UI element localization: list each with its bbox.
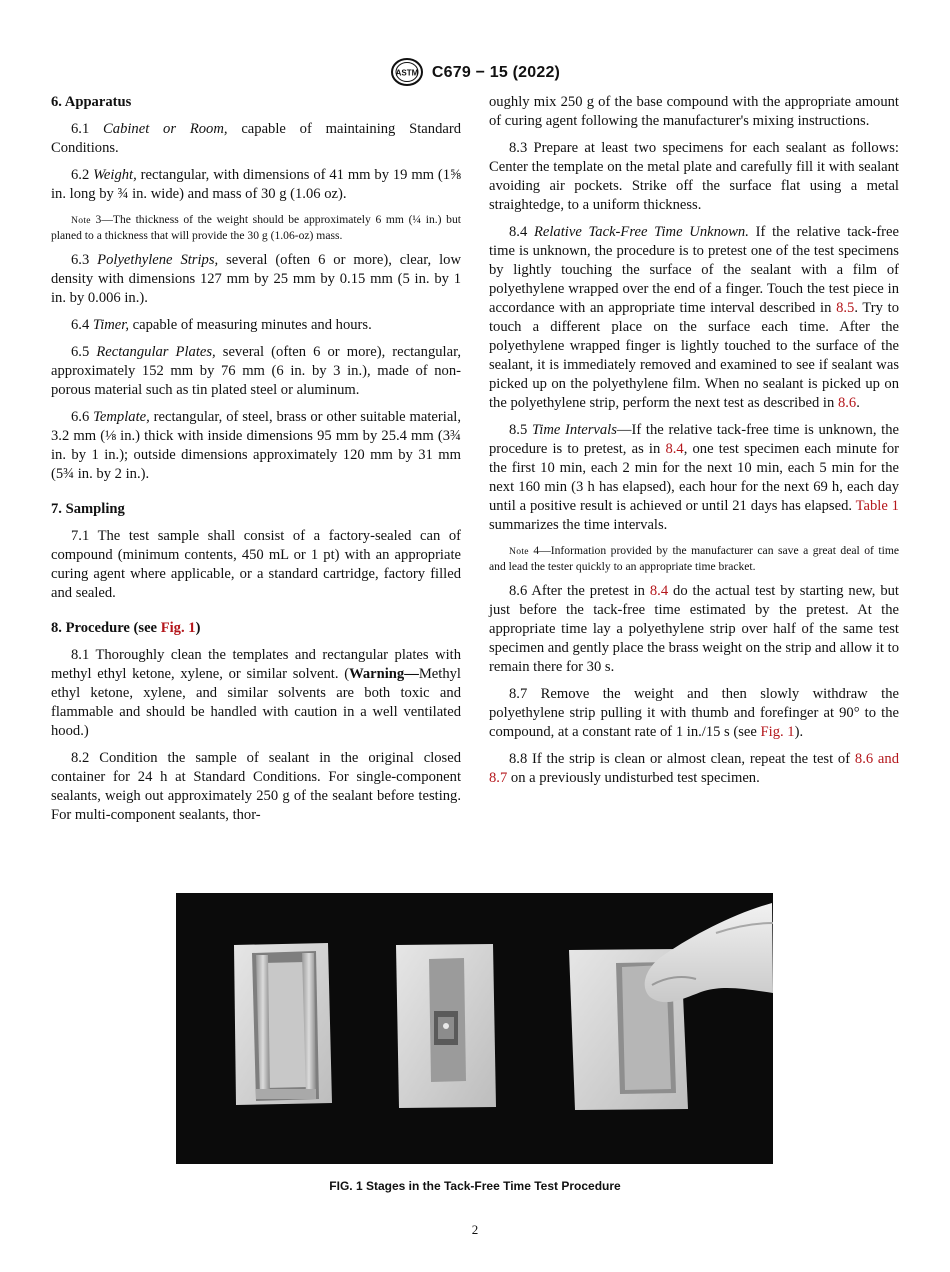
ref-8-4-link[interactable]: 8.4 bbox=[665, 441, 684, 457]
ref-8-4-link[interactable]: 8.4 bbox=[649, 583, 669, 599]
ref-8-5-link[interactable]: 8.5 bbox=[836, 300, 855, 316]
paragraph-8-1: 8.1 Thoroughly clean the templates and rectangular plates with methyl ethyl ketone, xylene, or similar solvent. (Warning—Methyl ethyl ketone, xylene, and similar solvents are both toxic and flammable and should be handled with caution in a well ventilated hood.) bbox=[51, 647, 461, 739]
figure-1-photo bbox=[176, 893, 773, 1164]
note-3: Note 3—The thickness of the weight should be approximately 6 mm (¼ in.) but planed to a thickness that will provide the 30 g (1.06-oz) mass. bbox=[51, 213, 462, 242]
figure-1-illustration bbox=[176, 893, 773, 1164]
section-heading-procedure: 8. Procedure (see Fig. 1) bbox=[51, 620, 201, 636]
plate-1-template bbox=[234, 943, 332, 1105]
paragraph-7-1: 7.1 The test sample shall consist of a factory-sealed can of compound (minimum contents, 450 mL or 1 pt) with an appropriate curing agent where applicable, or a standard cartridge, factory filled and sealed. bbox=[51, 528, 461, 601]
fig-1-link[interactable]: Fig. 1 bbox=[760, 724, 795, 740]
paragraph-6-5: 6.5 Rectangular Plates, several (often 6 or more), rectangular, approximately 152 mm by 76 mm (6 in. by 3 in.), made of non-porous material such as tin plated steel or aluminum. bbox=[51, 344, 462, 398]
standard-designation: C679 − 15 (2022) bbox=[431, 63, 561, 81]
paragraph-8-2-continued: oughly mix 250 g of the base compound with the appropriate amount of curing agent following the manufacturer's mixing instructions. bbox=[489, 94, 899, 129]
table-1-link[interactable]: Table 1 bbox=[855, 498, 899, 514]
paragraph-8-8: 8.8 If the strip is clean or almost clean, repeat the test of 8.6 and 8.7 on a previously undisturbed test specimen. bbox=[489, 751, 899, 786]
figure-caption: FIG. 1 Stages in the Tack-Free Time Test Procedure bbox=[329, 1179, 621, 1193]
paragraph-8-7: 8.7 Remove the weight and then slowly withdraw the polyethylene strip pulling it with thumb and forefinger at 90° to the compound, at a constant rate of 1 in./15 s (see Fig. 1). bbox=[489, 686, 899, 740]
plate-2-specimen bbox=[396, 944, 496, 1108]
section-heading-sampling: 7. Sampling bbox=[51, 501, 125, 517]
paragraph-6-3: 6.3 Polyethylene Strips, several (often 6 or more), clear, low density with dimensions 127 mm by 25 mm by 0.15 mm (5 in. by 1 in. by 0.006 in.). bbox=[51, 252, 461, 306]
paragraph-6-2: 6.2 Weight, rectangular, with dimensions of 41 mm by 19 mm (1⅝ in. long by ¾ in. wide) and mass of 30 g (1.06 oz). bbox=[51, 167, 461, 202]
paragraph-8-2: 8.2 Condition the sample of sealant in the original closed container for 24 h at Standard Conditions. For single-component sealants, weigh out approximately 250 g of the sealant before testing. For multi-component sealants, thor- bbox=[51, 750, 461, 823]
paragraph-8-5: 8.5 Time Intervals—If the relative tack-free time is unknown, the procedure is to pretest, as in 8.4, one test specimen each minute for the first 10 min, each 2 min for the next 10 min, each 5 min for the next 160 min (3 h has elapsed), each hour for the next 69 h, each day until a positive result is achieved or until 21 days has elapsed. Table 1 summarizes the time intervals. bbox=[489, 422, 900, 533]
paragraph-8-3: 8.3 Prepare at least two specimens for each sealant as follows: Center the template on the metal plate and carefully fill it with sealant avoiding air pockets. Strike off the surface flat using a metal straightedge, to a uniform thickness. bbox=[489, 140, 899, 213]
paragraph-8-4: 8.4 Relative Tack-Free Time Unknown. If the relative tack-free time is unknown, the procedure is to pretest one of the test specimens by lightly touching the surface of the sealant with a film of polyethylene wrapped over the end of a finger. Touch the test piece in accordance with an appropriate time interval described in 8.5. Try to touch a different place on the surface each time. After the polyethylene wrapped finger is lightly touched to the surface of the sealant, it is immediately removed and examined to see if sealant was picked up on the polyethylene film. When no sealant is picked up on the polyethylene strip, perform the next test as described in 8.6. bbox=[489, 224, 900, 411]
page-header bbox=[0, 57, 950, 87]
page-number: 2 bbox=[471, 1222, 479, 1237]
astm-logo-icon bbox=[390, 57, 424, 87]
ref-8-6-link[interactable]: 8.6 bbox=[837, 395, 857, 411]
paragraph-6-4: 6.4 Timer, capable of measuring minutes and hours. bbox=[71, 317, 372, 333]
section-heading-apparatus: 6. Apparatus bbox=[51, 94, 132, 110]
paragraph-6-1: 6.1 Cabinet or Room, capable of maintaining Standard Conditions. bbox=[51, 121, 462, 156]
paragraph-6-6: 6.6 Template, rectangular, of steel, brass or other suitable material, 3.2 mm (⅛ in.) thick with inside dimensions 95 mm by 25.4 mm (3¾ in. by 1 in.); outside dimensions approximately 120 mm by 31 mm (5¾ in. by 2 in.). bbox=[51, 409, 461, 482]
note-4: Note 4—Information provided by the manufacturer can save a great deal of time and lead the tester quickly to an appropriate time bracket. bbox=[489, 544, 900, 573]
right-column bbox=[489, 93, 899, 796]
ref-8-6-8-7-link[interactable]: 8.6 and 8.7 bbox=[489, 751, 899, 786]
svg-text:ASTM: ASTM bbox=[395, 68, 419, 78]
fig-1-link[interactable]: Fig. 1 bbox=[160, 620, 196, 636]
left-column bbox=[51, 93, 461, 833]
paragraph-8-6: 8.6 After the pretest in 8.4 do the actual test by starting new, but just before the tack-free time estimated by the pretest. At the appropriate time lay a polyethylene strip over half of the same test specimen and gently place the brass weight on the strip and allow it to remain there for 30 s. bbox=[489, 583, 899, 675]
